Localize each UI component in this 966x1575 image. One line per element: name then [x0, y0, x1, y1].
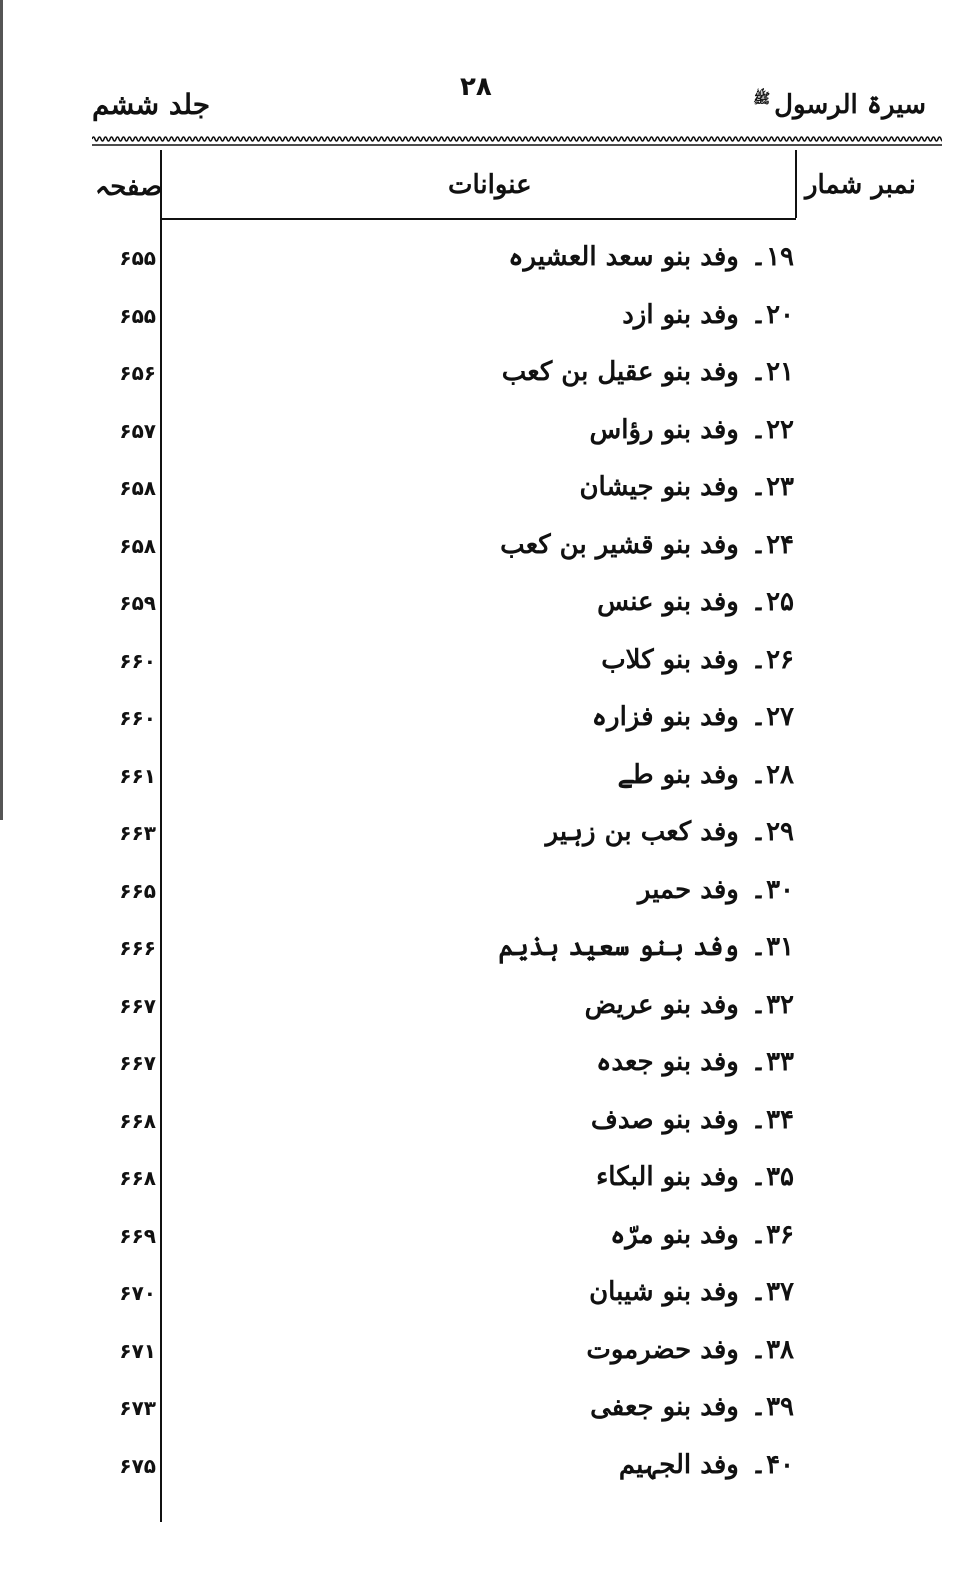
- row-serial: ۲۳۔: [750, 472, 794, 502]
- row-title: وفد بنو قشیر بن کعب: [500, 529, 739, 560]
- contents-row: [0, 353, 966, 411]
- contents-row: [0, 1043, 966, 1101]
- row-entry: [590, 1392, 794, 1422]
- row-serial: ۳۵۔: [750, 1162, 794, 1192]
- row-title: وفد بنو سعید ہذیم: [498, 932, 739, 962]
- row-title: وفد بنو فزارہ: [591, 702, 739, 732]
- row-serial: ۳۶۔: [750, 1219, 794, 1250]
- row-serial: ۲۲۔: [750, 414, 794, 445]
- row-page-number: ۶۶۸: [119, 1166, 156, 1190]
- row-serial: ۳۱۔: [750, 932, 794, 962]
- row-serial: ۳۲۔: [750, 989, 794, 1020]
- row-page-number: ۶۶۳: [119, 821, 156, 845]
- header-wavy-rule: [92, 133, 942, 147]
- row-entry: [597, 587, 794, 617]
- row-entry: [638, 875, 794, 905]
- row-title: وفد بنو جیشان: [579, 472, 739, 502]
- honorific-symbol: ﷺ: [753, 91, 771, 107]
- contents-row: [0, 583, 966, 641]
- row-page-number: ۶۷۳: [119, 1396, 156, 1420]
- row-serial: ۳۰۔: [750, 874, 794, 905]
- book-title: [753, 90, 926, 120]
- row-serial: ۳۳۔: [750, 1047, 794, 1077]
- row-page-number: ۶۶۱: [119, 763, 156, 788]
- contents-row: [0, 296, 966, 354]
- contents-row: [0, 1216, 966, 1274]
- contents-row: [0, 756, 966, 814]
- row-page-number: ۶۵۶: [119, 361, 156, 385]
- row-serial: ۲۸۔: [750, 759, 794, 790]
- row-page-number: ۶۶۷: [119, 993, 156, 1018]
- row-title: وفد بنو عنس: [597, 587, 739, 617]
- contents-row: [0, 1101, 966, 1159]
- row-serial: ۲۴۔: [750, 529, 794, 560]
- row-entry: [610, 1220, 794, 1250]
- row-page-number: ۶۶۹: [119, 1223, 156, 1248]
- row-entry: [592, 702, 794, 732]
- row-title: وفد بنو مرّہ: [610, 1219, 739, 1250]
- row-title: وفد بنو سعد العشیرہ: [508, 242, 739, 272]
- column-header-titles: عنوانات: [448, 170, 532, 200]
- row-serial: ۲۱۔: [750, 357, 794, 387]
- row-page-number: ۶۷۰: [119, 1281, 156, 1305]
- row-title: وفد بنو البکاء: [596, 1162, 739, 1192]
- row-entry: [596, 1162, 794, 1192]
- row-title: وفد بنو شیبان: [589, 1277, 739, 1307]
- row-title: وفد بنو صدف: [590, 1104, 739, 1135]
- row-page-number: ۶۶۰: [119, 706, 156, 730]
- contents-row: [0, 411, 966, 469]
- contents-list: [0, 238, 966, 1503]
- row-title: وفد بنو عریض: [584, 989, 739, 1020]
- row-title: وفد بنو رؤاس: [589, 414, 739, 445]
- row-page-number: ۶۵۷: [119, 418, 156, 443]
- contents-row: [0, 1331, 966, 1389]
- row-serial: ۳۴۔: [750, 1104, 794, 1135]
- row-serial: ۲۹۔: [750, 817, 794, 847]
- row-entry: [596, 1047, 794, 1077]
- column-header-serial: نمبر شمار: [805, 170, 916, 200]
- row-title: وفد حضرموت: [586, 1334, 739, 1365]
- row-title: وفد کعب بن زہیر: [545, 817, 739, 847]
- row-entry: [590, 415, 795, 445]
- row-serial: ۳۸۔: [750, 1334, 794, 1365]
- contents-row: [0, 526, 966, 584]
- row-entry: [618, 760, 794, 790]
- table-right-divider: [795, 150, 797, 218]
- row-title: وفد بنو طے: [617, 759, 739, 790]
- row-title: وفد الجہیم: [618, 1449, 739, 1480]
- row-entry: [619, 1450, 794, 1480]
- row-title: وفد بنو عقیل بن کعب: [501, 357, 739, 387]
- contents-row: [0, 986, 966, 1044]
- row-page-number: ۶۵۹: [119, 591, 156, 615]
- row-title: وفد بنو جعفی: [590, 1392, 739, 1422]
- row-serial: ۲۷۔: [750, 702, 794, 732]
- contents-row: [0, 871, 966, 929]
- row-serial: ۴۰۔: [750, 1449, 794, 1480]
- contents-row: [0, 641, 966, 699]
- contents-row: [0, 1446, 966, 1504]
- row-serial: ۲۶۔: [750, 644, 794, 675]
- row-page-number: ۶۷۱: [119, 1338, 156, 1363]
- row-entry: [586, 1335, 794, 1365]
- contents-row: [0, 928, 966, 986]
- row-entry: [585, 990, 794, 1020]
- row-serial: ۳۹۔: [750, 1392, 794, 1422]
- column-header-page: صفحہ: [95, 172, 163, 202]
- volume-label: جلد ششم: [92, 88, 211, 121]
- row-title: وفد حمیر: [637, 874, 739, 905]
- row-page-number: ۶۵۵: [119, 303, 156, 328]
- contents-row: [0, 1388, 966, 1446]
- contents-row: [0, 238, 966, 296]
- row-serial: ۳۷۔: [750, 1277, 794, 1307]
- row-title: وفد بنو ازد: [622, 299, 739, 330]
- contents-row: [0, 813, 966, 871]
- row-entry: [601, 645, 794, 675]
- table-header-rule: [160, 218, 796, 220]
- row-entry: [546, 817, 794, 847]
- row-page-number: ۶۷۵: [119, 1453, 156, 1478]
- contents-row: [0, 698, 966, 756]
- page-number: ۲۸: [460, 72, 492, 102]
- row-entry: [498, 932, 794, 962]
- row-title: وفد بنو کلاب: [601, 644, 739, 675]
- row-serial: ۲۰۔: [750, 299, 794, 330]
- book-title-text: سیرۃ الرسول: [774, 90, 926, 120]
- row-title: وفد بنو جعدہ: [596, 1047, 739, 1077]
- contents-row: [0, 468, 966, 526]
- row-entry: [589, 1277, 794, 1307]
- row-entry: [579, 472, 794, 502]
- row-entry: [622, 300, 794, 330]
- row-serial: ۱۹۔: [750, 242, 794, 272]
- row-entry: [508, 242, 794, 272]
- row-page-number: ۶۶۶: [119, 936, 156, 960]
- row-page-number: ۶۶۷: [119, 1051, 156, 1075]
- row-entry: [591, 1105, 794, 1135]
- row-page-number: ۶۶۰: [119, 648, 156, 673]
- row-page-number: ۶۵۸: [119, 533, 156, 558]
- row-page-number: ۶۵۸: [119, 476, 156, 500]
- row-serial: ۲۵۔: [750, 587, 794, 617]
- row-page-number: ۶۵۵: [119, 246, 156, 270]
- row-page-number: ۶۶۸: [119, 1108, 156, 1133]
- row-page-number: ۶۶۵: [119, 878, 156, 903]
- contents-row: [0, 1273, 966, 1331]
- row-entry: [502, 357, 794, 387]
- contents-row: [0, 1158, 966, 1216]
- row-entry: [500, 530, 794, 560]
